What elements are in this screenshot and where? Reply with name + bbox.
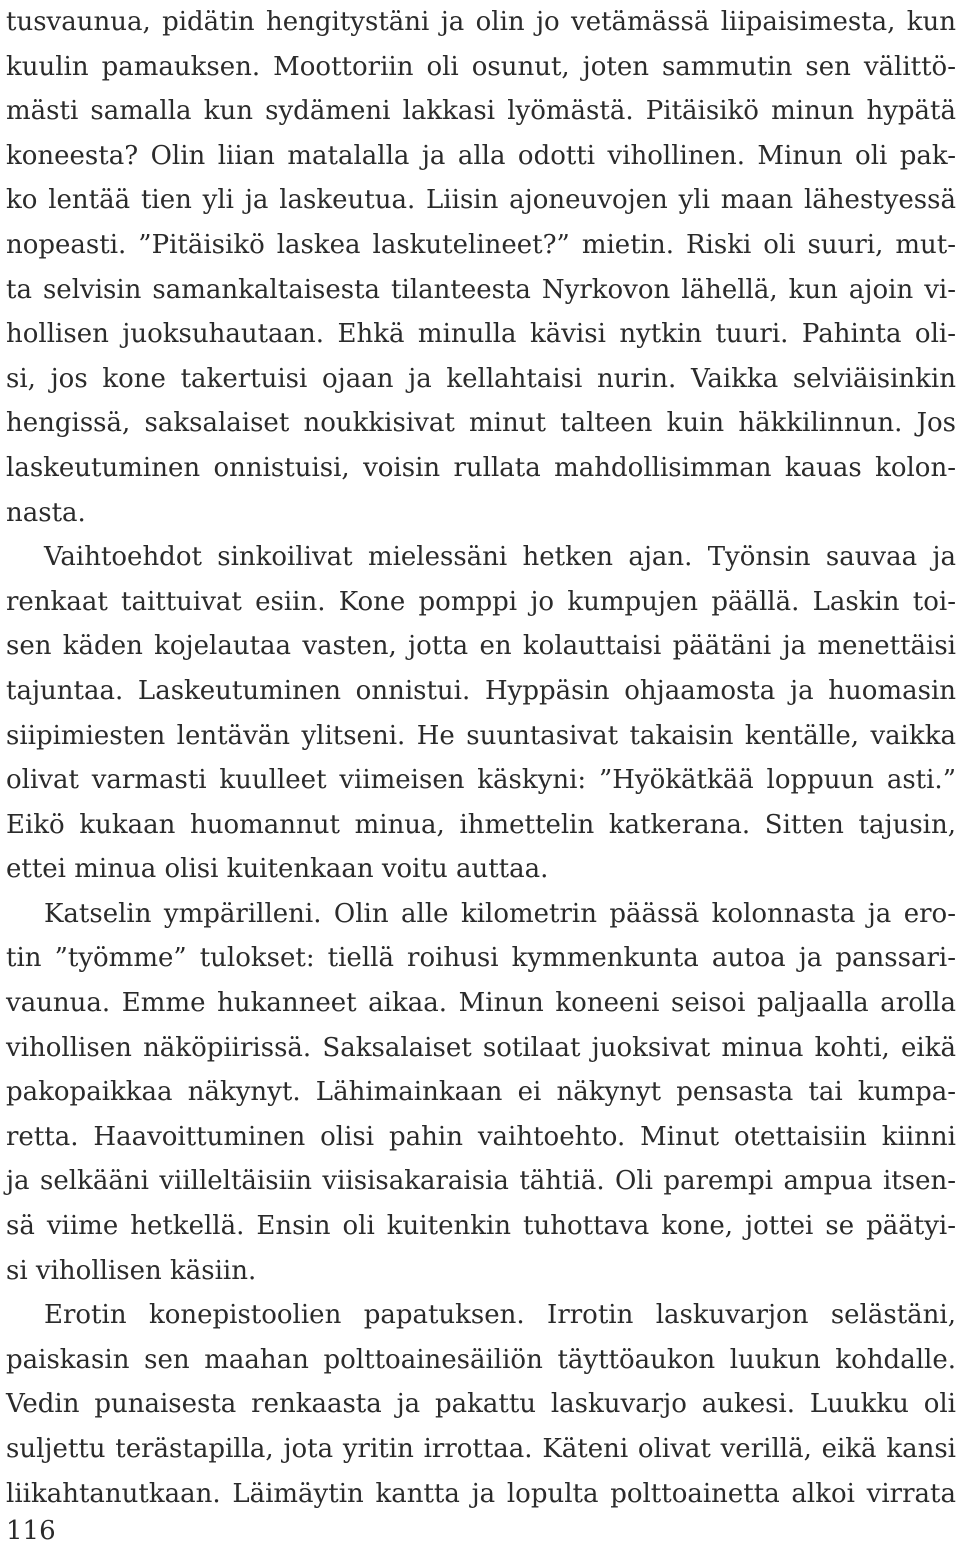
text-line: siipimiesten lentävän ylitseni. He suuntasivat takaisin kentälle, vaikka — [6, 720, 956, 751]
text-line: hollisen juoksuhautaan. Ehkä minulla kävisi nytkin tuuri. Pahinta oli- — [6, 319, 956, 350]
text-line: suljettu terästapilla, jota yritin irrottaa. Käteni olivat verillä, eikä kansi — [6, 1434, 956, 1464]
text-line: Vaihtoehdot sinkoilivat mielessäni hetken ajan. Työnsin sauvaa ja — [44, 542, 956, 573]
text-line: vaunua. Emme hukanneet aikaa. Minun koneeni seisoi paljaalla arolla — [6, 988, 956, 1019]
text-line: olivat varmasti kuulleet viimeisen käskyni: ”Hyökätkää loppuun asti.” — [6, 765, 956, 796]
text-line: paiskasin sen maahan polttoainesäiliön täyttöaukon luukun kohdalle. — [6, 1344, 956, 1375]
text-line: ettei minua olisi kuitenkaan voitu auttaa. — [6, 854, 549, 885]
text-line: kuulin pamauksen. Moottoriin oli osunut, joten sammutin sen välittö- — [6, 51, 956, 82]
text-line: si vihollisen käsiin. — [6, 1255, 257, 1286]
text-line: liikahtanutkaan. Läimäytin kantta ja lopulta polttoainetta alkoi virrata — [6, 1478, 956, 1509]
text-line: pakopaikkaa näkynyt. Lähimainkaan ei näkynyt pensasta tai kumpa- — [6, 1077, 956, 1108]
text-line: renkaat taittuivat esiin. Kone pomppi jo kumpujen päällä. Laskin toi- — [6, 586, 956, 617]
text-line: mästi samalla kun sydämeni lakkasi lyömästä. Pitäisikö minun hypätä — [6, 96, 956, 127]
text-line: nopeasti. ”Pitäisikö laskea laskutelineet?” mietin. Riski oli suuri, mut- — [6, 229, 956, 260]
text-line: tin ”työmme” tulokset: tiellä roihusi kymmenkunta autoa ja panssari- — [6, 943, 956, 974]
text-line: sen käden kojelautaa vasten, jotta en kolauttaisi päätäni ja menettäisi — [6, 631, 956, 662]
text-line: tajuntaa. Laskeutuminen onnistui. Hyppäsin ohjaamosta ja huomasin — [6, 675, 956, 706]
text-line: retta. Haavoittuminen olisi pahin vaihtoehto. Minut otettaisiin kiinni — [6, 1121, 956, 1152]
text-line: sä viime hetkellä. Ensin oli kuitenkin tuhottava kone, jottei se päätyi- — [6, 1211, 956, 1242]
text-line: tusvaunua, pidätin hengitystäni ja olin jo vetämässä liipaisimesta, kun — [6, 7, 956, 37]
text-line: Erotin konepistoolien papatuksen. Irrotin laskuvarjon selästäni, — [44, 1300, 956, 1331]
text-line: laskeutuminen onnistuisi, voisin rullata mahdollisimman kauas kolon- — [6, 452, 956, 483]
text-line: Vedin punaisesta renkaasta ja pakattu laskuvarjo aukesi. Luukku oli — [6, 1389, 956, 1420]
text-line: nasta. — [6, 497, 86, 528]
book-page-text — [6, 0, 956, 1516]
text-line: ja selkääni viilleltäisiin viisisakaraisia tähtiä. Oli parempi ampua itsen- — [6, 1166, 956, 1197]
text-line: si, jos kone takertuisi ojaan ja kellahtaisi nurin. Vaikka selviäisinkin — [6, 363, 956, 394]
text-line: hengissä, saksalaiset noukkisivat minut talteen kuin häkkilinnun. Jos — [6, 408, 956, 439]
text-line: vihollisen näköpiirissä. Saksalaiset sotilaat juoksivat minua kohti, eikä — [6, 1032, 956, 1063]
text-line: koneesta? Olin liian matalalla ja alla odotti vihollinen. Minun oli pak- — [6, 140, 956, 171]
text-line: ko lentää tien yli ja laskeutua. Liisin ajoneuvojen yli maan lähestyessä — [6, 185, 956, 216]
text-line: Katselin ympärilleni. Olin alle kilometrin päässä kolonnasta ja ero- — [44, 898, 956, 929]
text-line: ta selvisin samankaltaisesta tilanteesta Nyrkovon lähellä, kun ajoin vi- — [6, 274, 956, 305]
text-line: Eikö kukaan huomannut minua, ihmettelin katkerana. Sitten tajusin, — [6, 809, 956, 840]
page-number: 116 — [6, 1516, 56, 1546]
